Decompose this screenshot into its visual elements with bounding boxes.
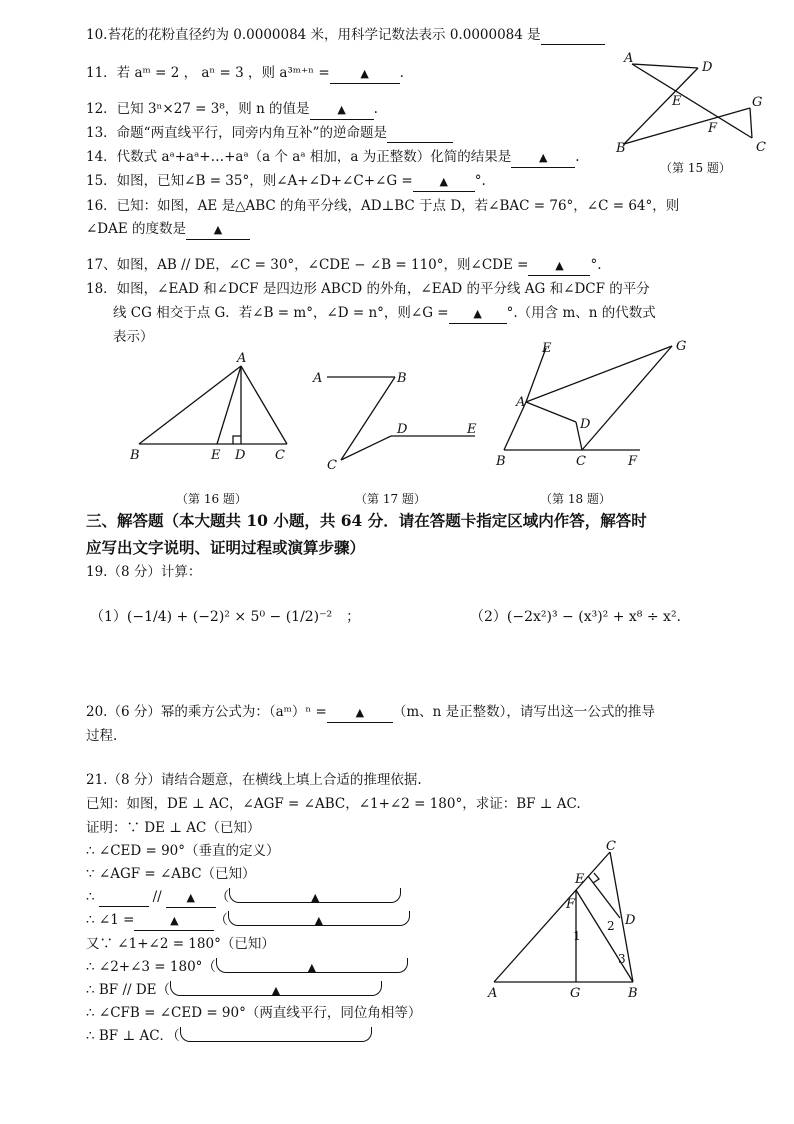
- q19-part1-label: （1）: [90, 609, 127, 625]
- fig21-angle-2-label: 2: [607, 919, 615, 933]
- q20-answer-blank[interactable]: [327, 703, 393, 723]
- proof-line-4: [86, 911, 410, 931]
- q11-text: 11．若 aᵐ = 2 ， aⁿ = 3 ，则 a³ᵐ⁺ⁿ =: [86, 65, 330, 81]
- question-15: [86, 172, 486, 192]
- q20-text: 20.（6 分）幂的乘方公式为：（aᵐ）ⁿ =: [86, 704, 327, 720]
- fig16-label-D: D: [235, 448, 246, 463]
- proof3-parallel-symbol: //: [152, 889, 162, 905]
- q14-end: .: [575, 149, 580, 165]
- fig18-label-C: C: [576, 454, 586, 469]
- fig17-label-D: D: [397, 422, 408, 437]
- q11-answer-blank[interactable]: [330, 64, 400, 84]
- question-21-given: 已知：如图，DE ⊥ AC，∠AGF = ∠ABC，∠1+∠2 = 180°，求证：BF ⊥ AC.: [86, 796, 581, 812]
- q18-text: 线 CG 相交于点 G．若∠B = m°，∠D = n°，则∠G =: [113, 305, 449, 321]
- fig15-label-F: F: [708, 121, 718, 136]
- q16-answer-blank[interactable]: [186, 220, 250, 240]
- fig21-label-B: B: [628, 986, 638, 1001]
- question-10: [86, 26, 605, 45]
- fig18-label-E: E: [542, 341, 552, 356]
- q13-answer-blank[interactable]: [387, 124, 453, 143]
- q17-text: 17、如图，AB // DE，∠C = 30°，∠CDE − ∠B = 110°，则∠CDE =: [86, 257, 529, 273]
- q18-answer-blank[interactable]: [449, 304, 507, 324]
- answer-marker-icon: ▲: [314, 914, 324, 927]
- q18-text-end: °.（用含 m、n 的代数式: [506, 305, 656, 321]
- fig15-segment-BG: [624, 108, 750, 144]
- fig15-segment-AD: [632, 64, 698, 68]
- fig18-label-A: A: [516, 395, 526, 410]
- answer-marker-icon: ▲: [170, 914, 179, 927]
- answer-marker-icon: ▲: [186, 891, 195, 904]
- proof4-text: ∴ ∠1 =: [86, 912, 135, 928]
- proof6-text: ∴ ∠2+∠3 = 180°（: [86, 959, 216, 975]
- proof-line-9: [86, 1027, 372, 1045]
- fig15-segment-AC: [632, 64, 752, 138]
- proof9-reason-blank[interactable]: [180, 1027, 372, 1042]
- fig18-label-D: D: [580, 417, 591, 432]
- q20-text-end: （m、n 是正整数），请写出这一公式的推导: [392, 704, 655, 720]
- question-19-part1: [90, 608, 360, 626]
- section-3-heading-line1: 三、解答题（本大题共 10 小题，共 64 分．请在答题卡指定区域内作答，解答时: [86, 511, 647, 530]
- question-12: [86, 100, 378, 120]
- answer-marker-icon: ▲: [439, 175, 448, 188]
- proof4-open-paren: （: [214, 912, 228, 928]
- proof7-reason-blank[interactable]: [170, 981, 382, 996]
- figure-17: [305, 362, 485, 472]
- fig17-caption: （第 17 题）: [355, 492, 426, 506]
- question-18-line2: [113, 304, 656, 324]
- fig16-segment-BA: [139, 366, 241, 444]
- answer-marker-icon: ▲: [355, 706, 365, 719]
- question-16-line2: [86, 220, 250, 240]
- fig15-label-A: A: [624, 51, 634, 66]
- q14-answer-blank[interactable]: [511, 148, 575, 168]
- q16-text: ∠DAE 的度数是: [86, 221, 187, 237]
- answer-marker-icon: ▲: [360, 67, 369, 80]
- answer-marker-icon: ▲: [310, 891, 320, 904]
- question-14: [86, 148, 580, 168]
- q12-text: 12．已知 3ⁿ×27 = 3⁸，则 n 的值是: [86, 101, 310, 117]
- q12-answer-blank[interactable]: [310, 100, 374, 120]
- q10-text: 10.苔花的花粉直径约为 0.0000084 米，用科学记数法表示 0.0000084 是: [86, 27, 541, 43]
- fig16-label-E: E: [211, 448, 221, 463]
- fig21-angle-1-label: 1: [573, 929, 581, 943]
- proof4-reason-blank[interactable]: [228, 911, 410, 926]
- fig15-label-E: E: [672, 94, 682, 109]
- question-20-line1: [86, 703, 655, 723]
- proof4-blank[interactable]: [134, 911, 214, 931]
- q19-part2-expression: (−2x²)³ − (x³)² + x⁸ ÷ x².: [506, 609, 682, 625]
- q11-end: .: [399, 65, 404, 81]
- fig17-label-C: C: [327, 458, 337, 472]
- fig15-caption: （第 15 题）: [660, 161, 731, 175]
- proof3-reason-blank[interactable]: [229, 888, 401, 903]
- fig16-label-B: B: [130, 448, 140, 463]
- fig16-label-A: A: [237, 351, 247, 366]
- fig21-label-C: C: [606, 839, 616, 854]
- figure-16: [125, 348, 300, 468]
- question-18-line1: 18．如图，∠EAD 和∠DCF 是四边形 ABCD 的外角，∠EAD 的平分线 AG 和∠DCF 的平分: [86, 281, 650, 297]
- proof-line-8: ∴ ∠CFB = ∠CED = 90°（两直线平行，同位角相等）: [86, 1005, 422, 1021]
- question-11: [86, 64, 404, 84]
- q17-answer-blank[interactable]: [528, 256, 590, 276]
- proof-line-0: 证明：∵ DE ⊥ AC（已知）: [86, 820, 261, 836]
- proof3-blank-right[interactable]: [166, 888, 216, 908]
- q17-end: °.: [590, 257, 602, 273]
- proof-line-1: ∴ ∠CED = 90°（垂直的定义）: [86, 843, 280, 859]
- answer-marker-icon: ▲: [271, 984, 281, 997]
- fig15-label-G: G: [752, 95, 763, 110]
- fig21-label-A: A: [488, 986, 498, 1001]
- q12-end: .: [373, 101, 378, 117]
- answer-marker-icon: ▲: [538, 151, 548, 164]
- question-18-line3: 表示）: [113, 329, 154, 345]
- figure-18: [488, 334, 698, 474]
- fig21-label-E: E: [575, 872, 585, 887]
- fig18-segment-EA: [526, 348, 546, 402]
- proof6-reason-blank[interactable]: [216, 958, 408, 973]
- fig16-label-C: C: [275, 448, 285, 463]
- q13-text: 13．命题“两直线平行，同旁内角互补”的逆命题是: [86, 125, 387, 141]
- fig18-label-G: G: [676, 339, 687, 354]
- proof-line-6: [86, 958, 408, 976]
- q19-part1-end: ；: [346, 609, 361, 625]
- fig16-caption: （第 16 题）: [176, 492, 247, 506]
- fig15-segment-DB: [624, 68, 698, 144]
- question-21-title: 21.（8 分）请结合题意，在横线上填上合适的推理依据.: [86, 772, 422, 788]
- answer-marker-icon: ▲: [473, 307, 482, 320]
- q19-part2-label: （2）: [470, 609, 507, 625]
- question-19-title: 19.（8 分）计算：: [86, 564, 202, 580]
- fig17-label-E: E: [467, 422, 477, 437]
- proof-line-5: 又∵ ∠1+∠2 = 180°（已知）: [86, 936, 275, 952]
- proof7-text: ∴ BF // DE（: [86, 982, 171, 998]
- fig17-label-A: A: [313, 371, 323, 386]
- q10-answer-blank[interactable]: [541, 26, 605, 45]
- proof9-text: ∴ BF ⊥ AC．（: [86, 1028, 180, 1044]
- proof3-open-paren: （: [215, 889, 230, 905]
- answer-marker-icon: ▲: [307, 961, 317, 974]
- question-16-line1: 16．已知：如图，AE 是△ABC 的角平分线，AD⊥BC 于点 D，若∠BAC = 76°，∠C = 64°，则: [86, 198, 680, 214]
- question-13: [86, 124, 453, 143]
- fig18-segment-GC: [582, 346, 672, 450]
- fig21-label-G: G: [570, 986, 581, 1001]
- figure-21: [480, 838, 660, 1003]
- question-17: [86, 256, 602, 276]
- section-3-heading-line2: 应写出文字说明、证明过程或演算步骤）: [86, 538, 366, 557]
- question-19-part2: [470, 608, 681, 626]
- fig18-segment-AD: [526, 402, 576, 422]
- fig21-angle-3-label: 3: [618, 952, 626, 966]
- fig17-label-B: B: [397, 371, 407, 386]
- q15-answer-blank[interactable]: [413, 172, 475, 192]
- proof3-therefore: ∴: [86, 889, 95, 905]
- fig15-label-D: D: [702, 60, 713, 75]
- q19-part1-expression: (−1/4) + (−2)² × 5⁰ − (1/2)⁻²: [126, 609, 333, 625]
- question-20-line2: 过程.: [86, 728, 118, 744]
- q15-end: °.: [474, 173, 486, 189]
- answer-marker-icon: ▲: [337, 103, 346, 116]
- fig18-caption: （第 18 题）: [540, 492, 611, 506]
- proof-line-2: ∵ ∠AGF = ∠ABC（已知）: [86, 866, 256, 882]
- fig15-segment-GC: [750, 108, 752, 138]
- q15-text: 15．如图，已知∠B = 35°，则∠A+∠D+∠C+∠G =: [86, 173, 413, 189]
- answer-marker-icon: ▲: [213, 223, 223, 236]
- fig18-label-F: F: [628, 454, 638, 469]
- fig15-label-C: C: [756, 140, 766, 155]
- fig21-right-angle-mark: [593, 873, 599, 883]
- proof-line-3: [86, 888, 401, 908]
- fig16-segment-AC: [241, 366, 287, 444]
- proof-line-7: [86, 981, 382, 999]
- fig21-label-D: D: [625, 913, 636, 928]
- fig15-label-B: B: [616, 141, 626, 156]
- fig16-segment-AE: [217, 366, 241, 444]
- fig16-right-angle-mark: [233, 436, 241, 444]
- proof3-blank-left[interactable]: [99, 888, 149, 907]
- fig18-label-B: B: [496, 454, 506, 469]
- answer-marker-icon: ▲: [555, 259, 564, 272]
- fig21-label-F: F: [566, 897, 576, 912]
- q14-text: 14．代数式 aᵃ+aᵃ+…+aᵃ（a 个 aᵃ 相加，a 为正整数）化简的结果是: [86, 149, 512, 165]
